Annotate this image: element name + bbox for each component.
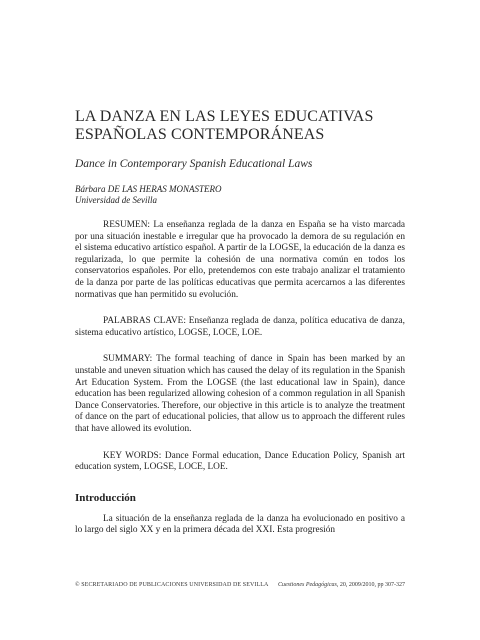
page-footer xyxy=(75,582,405,588)
author-name: Bárbara DE LAS HERAS MONASTERO xyxy=(75,184,222,194)
section-heading: Introducción xyxy=(75,491,136,504)
intro-paragraph: La situación de la enseñanza reglada de la danza ha evolucionado en positivo a lo largo del siglo XX y en la primera década del XXI. Esta progresión xyxy=(75,513,405,536)
footer-citation xyxy=(278,582,405,588)
palabras-clave-paragraph: PALABRAS CLAVE: Enseñanza reglada de danza, política educativa de danza, sistema educativo artístico, LOGSE, LOCE, LOE. xyxy=(75,316,405,338)
footer-journal: Cuestiones Pedagógicas xyxy=(278,582,337,588)
resumen-paragraph: RESUMEN: La enseñanza reglada de la danza en España se ha visto marcada por una situación inestable e irregular que ha provocado la demora de su regulación en el sistema educativo artístico español. A partir de la LOGSE, la educación de la danza es regularizada, lo que permite la cohesión de una normativa común en todos los conservatorios españoles. Por ello, pretendemos con este trabajo analizar el tratamiento de la danza por parte de las políticas educativas que permita acercarnos a las diferentes normativas que han permitido su evolución. xyxy=(75,220,405,300)
key-words-paragraph: KEY WORDS: Dance Formal education, Dance Education Policy, Spanish art education system, LOGSE, LOCE, LOE. xyxy=(75,450,405,473)
footer-publisher: © SECRETARIADO DE PUBLICACIONES UNIVERSIDAD DE SEVILLA xyxy=(75,582,269,588)
article-page xyxy=(75,108,405,537)
footer-volume-pages: , 20, 2009/2010, pp 307-327 xyxy=(336,582,405,588)
author-affiliation: Universidad de Sevilla xyxy=(75,195,157,205)
summary-paragraph: SUMMARY: The formal teaching of dance in Spain has been marked by an unstable and uneven situation which has caused the delay of its regulation in the Spanish Art Education System. From the LOGSE (the last educational law in Spain), dance education has been regularized allowing cohesion of a common regulation in all Spanish Dance Conservatories. Therefore, our objective in this article is to analyze the treatment of dance on the part of educational policies, that allow us to approach the different rules that have allowed its evolution. xyxy=(75,354,405,434)
article-subtitle: Dance in Contemporary Spanish Educational Laws xyxy=(75,158,313,170)
article-title: LA DANZA EN LAS LEYES EDUCATIVAS ESPAÑOLAS CONTEMPORÁNEAS xyxy=(75,108,374,143)
